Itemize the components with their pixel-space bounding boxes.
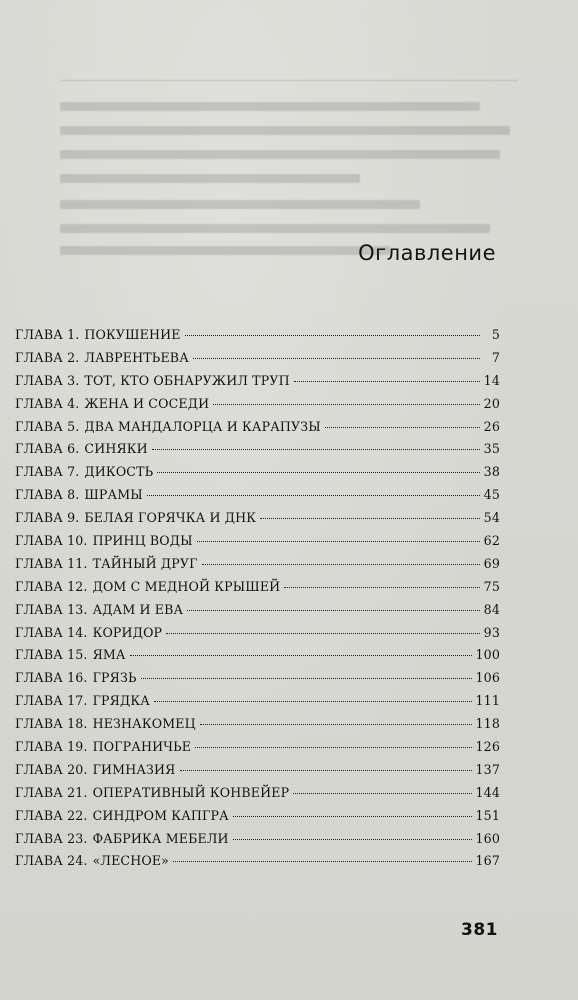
toc-chapter-title: ЯМА <box>92 647 126 663</box>
toc-chapter-number: ГЛАВА 12. <box>15 578 88 594</box>
show-through-header-rule <box>60 80 518 81</box>
toc-chapter-number: ГЛАВА 13. <box>15 601 88 617</box>
toc-chapter-number: ГЛАВА 9. <box>15 510 80 526</box>
toc-dot-leader <box>233 839 472 840</box>
toc-chapter-number: ГЛАВА 16. <box>15 670 88 686</box>
toc-chapter-number: ГЛАВА 2. <box>15 349 80 365</box>
toc-dot-leader <box>233 816 472 817</box>
toc-page-number: 137 <box>475 761 500 777</box>
toc-page-number: 167 <box>475 853 500 869</box>
toc-page-number: 45 <box>483 487 500 503</box>
toc-chapter-number: ГЛАВА 23. <box>15 830 88 846</box>
show-through-line <box>60 102 480 111</box>
toc-entry <box>15 785 500 808</box>
toc-entry <box>15 693 500 716</box>
toc-dot-leader <box>187 610 479 611</box>
toc-chapter-title: «ЛЕСНОЕ» <box>92 853 170 869</box>
toc-chapter-title: ФАБРИКА МЕБЕЛИ <box>92 830 229 846</box>
toc-page-number: 160 <box>475 830 500 846</box>
toc-page-number: 106 <box>475 670 500 686</box>
toc-dot-leader <box>200 724 472 725</box>
toc-entry <box>15 419 500 442</box>
toc-entry <box>15 831 500 854</box>
table-of-contents <box>15 327 500 876</box>
toc-dot-leader <box>130 655 472 656</box>
toc-chapter-title: ШРАМЫ <box>84 487 143 503</box>
toc-dot-leader <box>157 472 479 473</box>
toc-chapter-number: ГЛАВА 14. <box>15 624 88 640</box>
toc-page-number: 26 <box>483 418 500 434</box>
toc-entry <box>15 808 500 831</box>
toc-dot-leader <box>147 495 480 496</box>
toc-page-number: 35 <box>483 441 500 457</box>
toc-chapter-title: ГИМНАЗИЯ <box>92 761 176 777</box>
show-through-line <box>60 224 490 233</box>
toc-dot-leader <box>213 404 479 405</box>
show-through-line <box>60 174 360 183</box>
show-through-line <box>60 200 420 209</box>
toc-chapter-title: ДОМ С МЕДНОЙ КРЫШЕЙ <box>92 578 281 594</box>
toc-entry <box>15 327 500 350</box>
toc-chapter-number: ГЛАВА 17. <box>15 693 88 709</box>
toc-page-number: 5 <box>491 327 500 342</box>
toc-page-number: 118 <box>475 716 500 732</box>
toc-dot-leader <box>154 701 472 702</box>
toc-dot-leader <box>173 861 471 862</box>
toc-entry <box>15 373 500 396</box>
toc-chapter-title: ДВА МАНДАЛОРЦА И КАРАПУЗЫ <box>84 418 321 434</box>
toc-chapter-number: ГЛАВА 19. <box>15 739 88 755</box>
toc-entry <box>15 716 500 739</box>
toc-page-number: 84 <box>483 601 500 617</box>
toc-entry <box>15 739 500 762</box>
toc-dot-leader <box>152 449 480 450</box>
toc-chapter-number: ГЛАВА 11. <box>15 555 88 571</box>
toc-chapter-number: ГЛАВА 5. <box>15 418 80 434</box>
toc-heading: Оглавление <box>358 241 496 265</box>
toc-chapter-title: КОРИДОР <box>92 624 163 640</box>
toc-entry <box>15 487 500 510</box>
toc-entry <box>15 441 500 464</box>
toc-chapter-number: ГЛАВА 8. <box>15 487 80 503</box>
toc-entry <box>15 602 500 625</box>
toc-chapter-number: ГЛАВА 24. <box>15 853 88 869</box>
toc-dot-leader <box>294 381 480 382</box>
toc-dot-leader <box>325 427 480 428</box>
toc-dot-leader <box>197 541 480 542</box>
toc-page-number: 20 <box>483 395 500 411</box>
toc-chapter-number: ГЛАВА 10. <box>15 533 88 549</box>
toc-page-number: 38 <box>483 464 500 480</box>
toc-chapter-number: ГЛАВА 7. <box>15 464 80 480</box>
toc-chapter-title: СИНЯКИ <box>84 441 148 457</box>
toc-dot-leader <box>195 747 471 748</box>
toc-chapter-number: ГЛАВА 3. <box>15 372 80 388</box>
toc-entry <box>15 396 500 419</box>
toc-dot-leader <box>141 678 472 679</box>
toc-entry <box>15 762 500 785</box>
toc-dot-leader <box>185 335 480 336</box>
toc-chapter-title: ТОТ, КТО ОБНАРУЖИЛ ТРУП <box>84 372 290 388</box>
toc-page-number: 126 <box>475 739 500 755</box>
toc-chapter-title: ПОКУШЕНИЕ <box>84 327 181 342</box>
toc-entry <box>15 579 500 602</box>
page-number: 381 <box>461 920 498 940</box>
toc-entry <box>15 853 500 876</box>
toc-page-number: 93 <box>483 624 500 640</box>
toc-chapter-title: ТАЙНЫЙ ДРУГ <box>92 555 198 571</box>
toc-dot-leader <box>180 770 472 771</box>
toc-dot-leader <box>193 358 480 359</box>
toc-chapter-number: ГЛАВА 22. <box>15 807 88 823</box>
toc-chapter-number: ГЛАВА 18. <box>15 716 88 732</box>
toc-entry <box>15 625 500 648</box>
toc-entry <box>15 510 500 533</box>
toc-chapter-title: ОПЕРАТИВНЫЙ КОНВЕЙЕР <box>92 784 290 800</box>
toc-entry <box>15 350 500 373</box>
toc-dot-leader <box>260 518 479 519</box>
toc-page-number: 62 <box>483 533 500 549</box>
toc-page-number: 75 <box>483 578 500 594</box>
toc-entry <box>15 670 500 693</box>
toc-page-number: 14 <box>483 372 500 388</box>
show-through-text <box>0 30 578 260</box>
toc-chapter-title: БЕЛАЯ ГОРЯЧКА И ДНК <box>84 510 257 526</box>
toc-dot-leader <box>166 633 479 634</box>
toc-chapter-title: ПРИНЦ ВОДЫ <box>92 533 193 549</box>
toc-chapter-title: ГРЯЗЬ <box>92 670 137 686</box>
toc-entry <box>15 464 500 487</box>
toc-page-number: 111 <box>475 693 500 709</box>
toc-chapter-title: ГРЯДКА <box>92 693 150 709</box>
toc-page-number: 151 <box>475 807 500 823</box>
toc-chapter-number: ГЛАВА 20. <box>15 761 88 777</box>
toc-entry <box>15 556 500 579</box>
toc-chapter-number: ГЛАВА 4. <box>15 395 80 411</box>
toc-chapter-title: ЛАВРЕНТЬЕВА <box>84 349 189 365</box>
toc-page-number: 144 <box>475 784 500 800</box>
toc-chapter-title: АДАМ И ЕВА <box>92 601 184 617</box>
show-through-line <box>60 150 500 159</box>
show-through-line <box>60 126 510 135</box>
toc-chapter-number: ГЛАВА 21. <box>15 784 88 800</box>
toc-page-number: 7 <box>491 349 500 365</box>
toc-chapter-title: ПОГРАНИЧЬЕ <box>92 739 192 755</box>
toc-dot-leader <box>284 587 479 588</box>
toc-chapter-title: ЖЕНА И СОСЕДИ <box>84 395 210 411</box>
toc-page-number: 69 <box>483 555 500 571</box>
toc-dot-leader <box>202 564 480 565</box>
toc-entry <box>15 533 500 556</box>
toc-page-number: 54 <box>483 510 500 526</box>
toc-chapter-title: СИНДРОМ КАПГРА <box>92 807 229 823</box>
toc-chapter-number: ГЛАВА 15. <box>15 647 88 663</box>
toc-chapter-title: ДИКОСТЬ <box>84 464 154 480</box>
toc-dot-leader <box>293 793 471 794</box>
toc-chapter-title: НЕЗНАКОМЕЦ <box>92 716 196 732</box>
toc-chapter-number: ГЛАВА 1. <box>15 327 80 342</box>
toc-chapter-number: ГЛАВА 6. <box>15 441 80 457</box>
toc-entry <box>15 647 500 670</box>
toc-page-number: 100 <box>475 647 500 663</box>
